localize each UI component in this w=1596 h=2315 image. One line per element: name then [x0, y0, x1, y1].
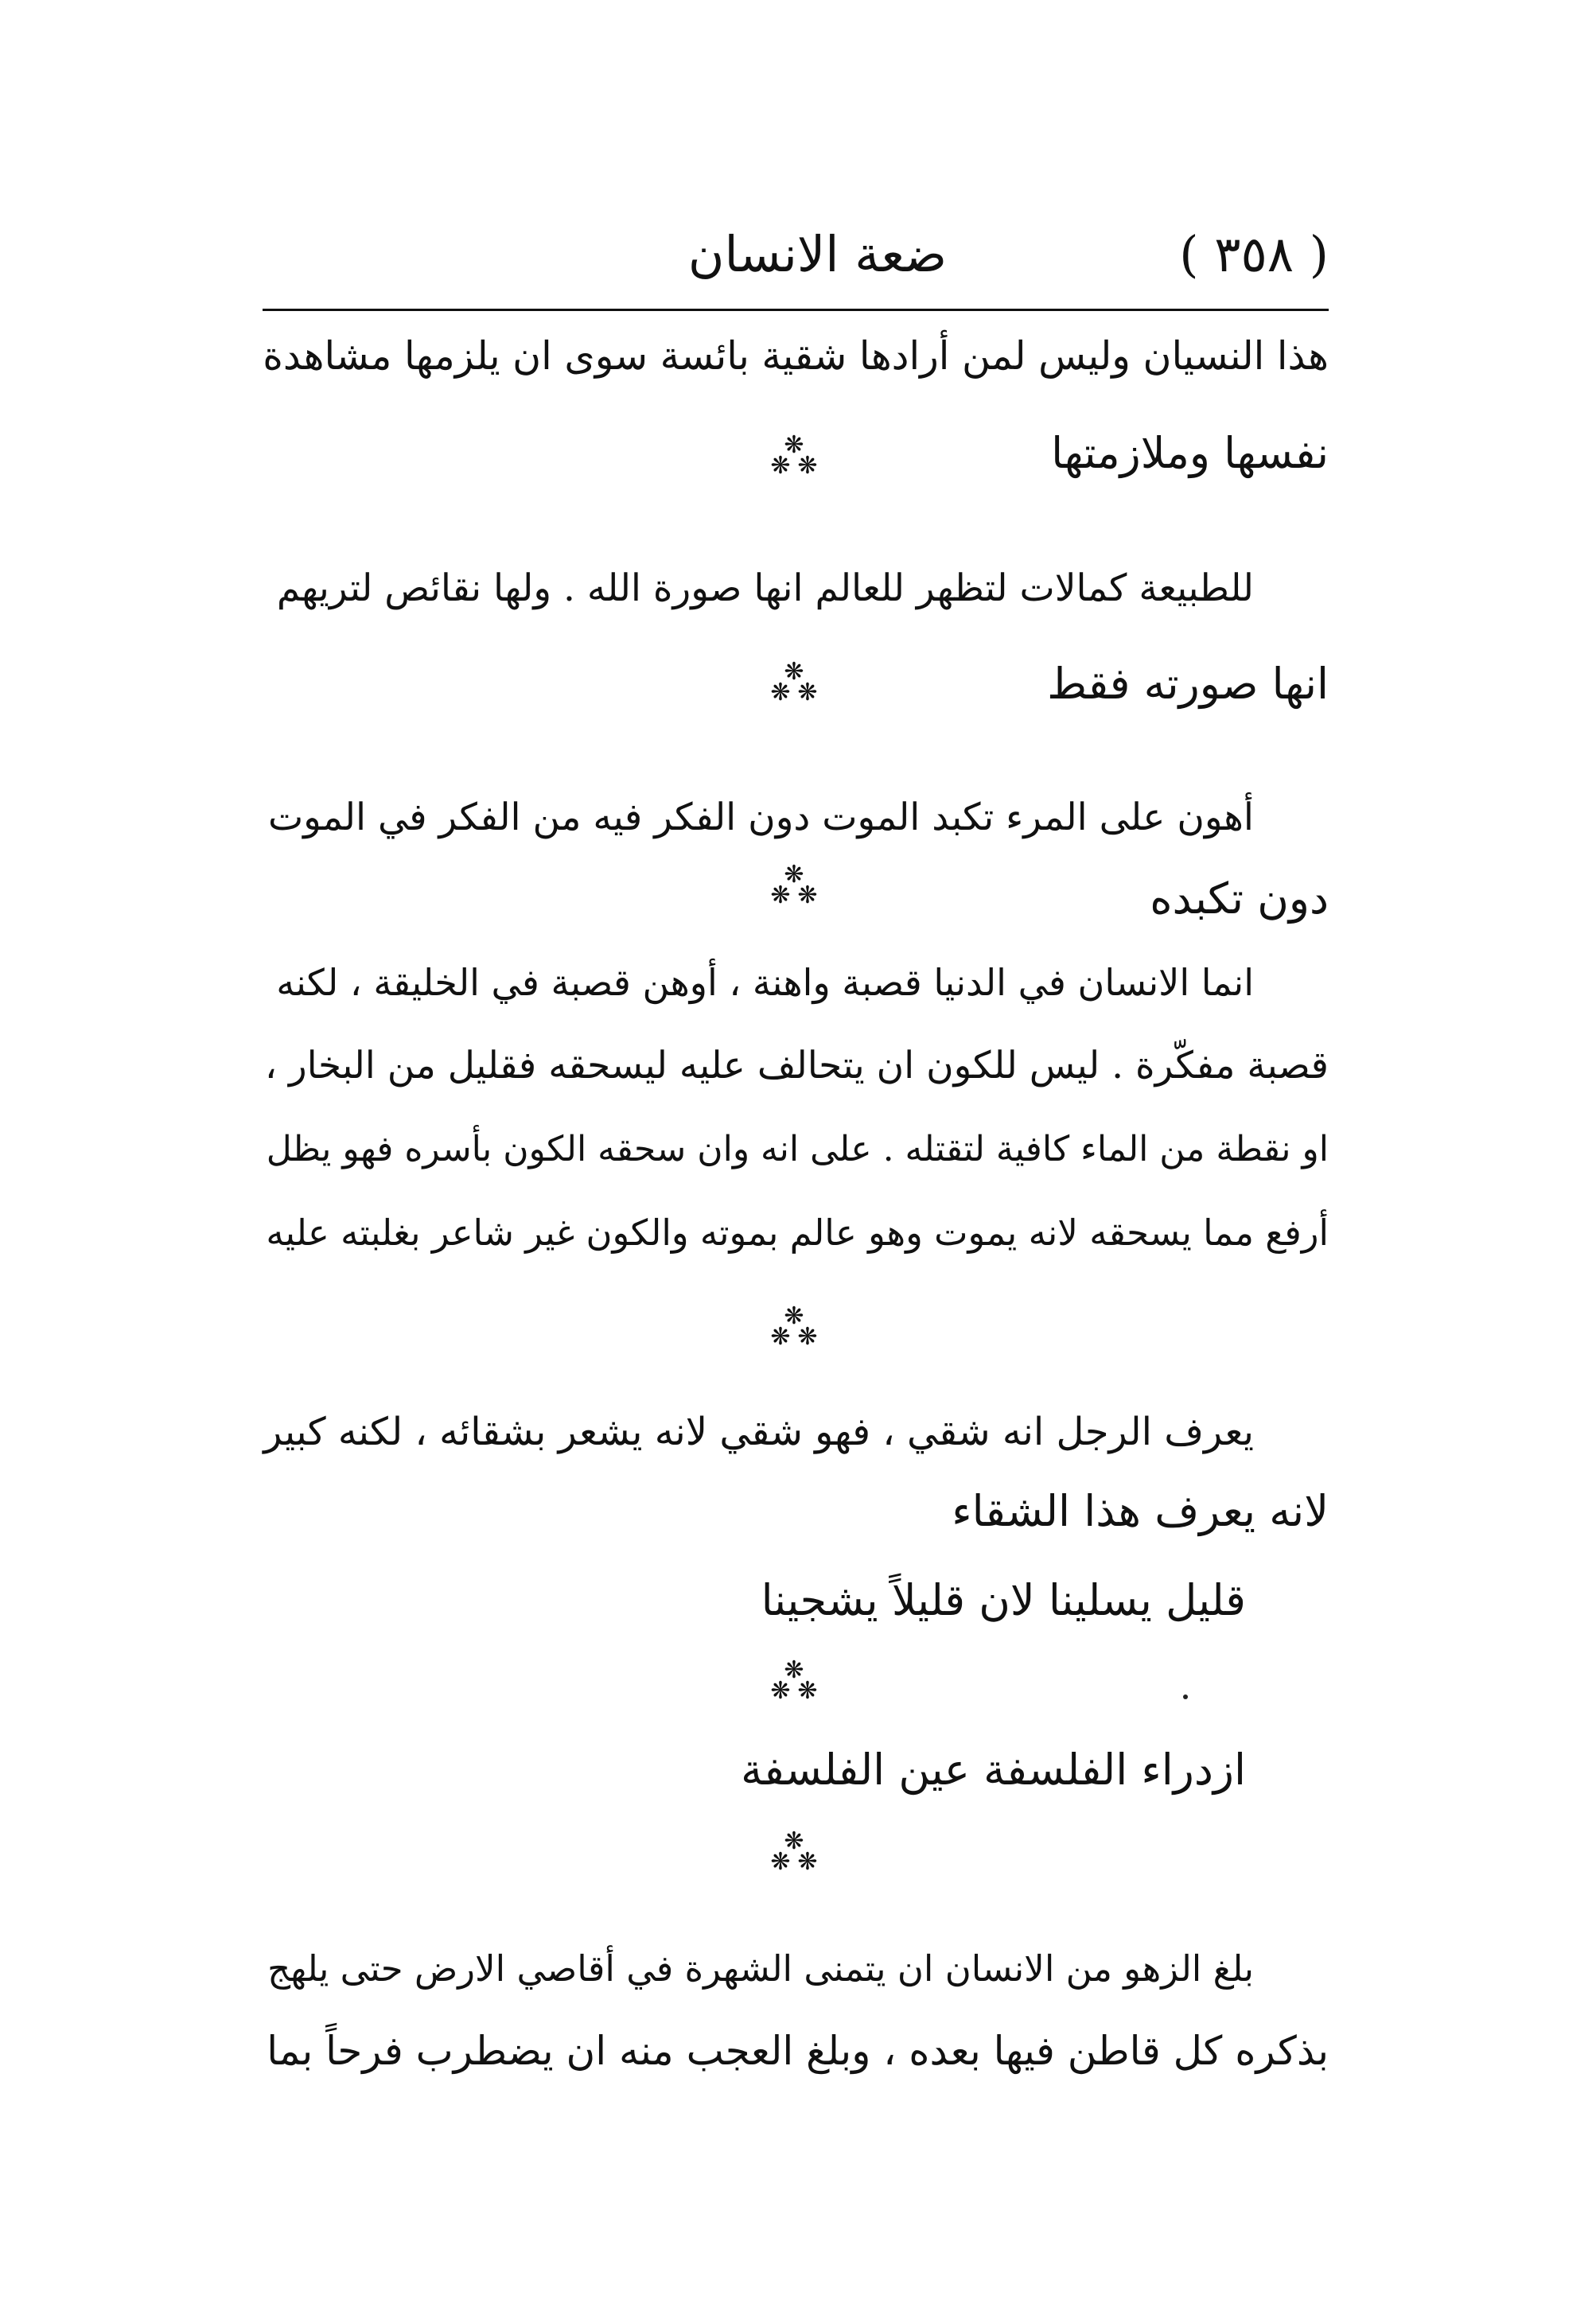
asterism-separator: [770, 1302, 818, 1352]
separator-star: ❋: [797, 881, 818, 909]
text-line: بذكره كل قاطن فيها بعده ، وبلغ العجب منه ان يضطرب فرحاً بما: [267, 2028, 1329, 2074]
separator-star: ❋: [770, 1848, 791, 1876]
separator-star: ❋: [770, 881, 791, 909]
text-line: انها صورته فقط: [1047, 659, 1329, 709]
separator-star: ❋: [797, 679, 818, 706]
asterism-separator: [770, 660, 818, 708]
separator-star: ❋: [770, 1677, 791, 1705]
separator-star: ❋: [784, 1656, 804, 1684]
text-line: للطبيعة كمالات لتظهر للعالم انها صورة الله . ولها نقائص لتريهم: [276, 566, 1254, 610]
separator-star: ❋: [770, 1323, 791, 1351]
text-line: انما الانسان في الدنيا قصبة واهنة ، أوهن قصبة في الخليقة ، لكنه: [276, 961, 1254, 1004]
text-line: ازدراء الفلسفة عين الفلسفة: [741, 1745, 1246, 1795]
asterism-separator: [770, 1656, 818, 1706]
text-line: لانه يعرف هذا الشقاء: [952, 1486, 1329, 1536]
separator-star: ❋: [797, 1677, 818, 1705]
text-line: هذا النسيان وليس لمن أرادها شقية بائسة سوى ان يلزمها مشاهدة: [263, 333, 1329, 379]
separator-star: ❋: [784, 431, 804, 459]
page-number: ( ٣٥٨ ): [1179, 225, 1329, 283]
separator-star: ❋: [797, 1848, 818, 1876]
separator-star: ❋: [797, 1323, 818, 1351]
separator-star: ❋: [784, 1827, 804, 1855]
separator-star: ❋: [784, 1302, 804, 1330]
asterism-separator: [770, 1827, 818, 1877]
separator-star: ❋: [784, 861, 804, 889]
separator-star: ❋: [770, 679, 791, 706]
text-line: يعرف الرجل انه شقي ، فهو شقي لانه يشعر بشقائه ، لكنه كبير: [263, 1410, 1254, 1454]
text-line: أرفع مما يسحقه لانه يموت وهو عالم بموته والكون غير شاعر بغلبته عليه: [266, 1212, 1329, 1254]
separator-star: ❋: [784, 658, 804, 686]
page-header: [263, 215, 1329, 302]
stray-dot: [1183, 1694, 1188, 1699]
text-line: نفسها وملازمتها: [1051, 428, 1329, 478]
text-line: او نقطة من الماء كافية لتقتله . على انه وان سحقه الكون بأسره فهو يظل: [266, 1129, 1329, 1169]
text-line: أهون على المرء تكبد الموت دون الفكر فيه من الفكر في الموت: [267, 796, 1254, 839]
header-rule: [263, 309, 1329, 311]
text-line: قليل يسلينا لان قليلاً يشجينا: [761, 1575, 1246, 1625]
text-line: قصبة مفكّرة . ليس للكون ان يتحالف عليه ليسحقه فقليل من البخار ،: [264, 1044, 1329, 1087]
asterism-separator: [770, 863, 818, 911]
separator-star: ❋: [770, 452, 791, 480]
asterism-separator: [770, 431, 818, 481]
text-line: دون تكبده: [1150, 873, 1329, 924]
running-title: ضعة الانسان: [687, 225, 947, 283]
separator-star: ❋: [797, 452, 818, 480]
text-line: بلغ الزهو من الانسان ان يتمنى الشهرة في أقاصي الارض حتى يلهج: [267, 1947, 1254, 1990]
